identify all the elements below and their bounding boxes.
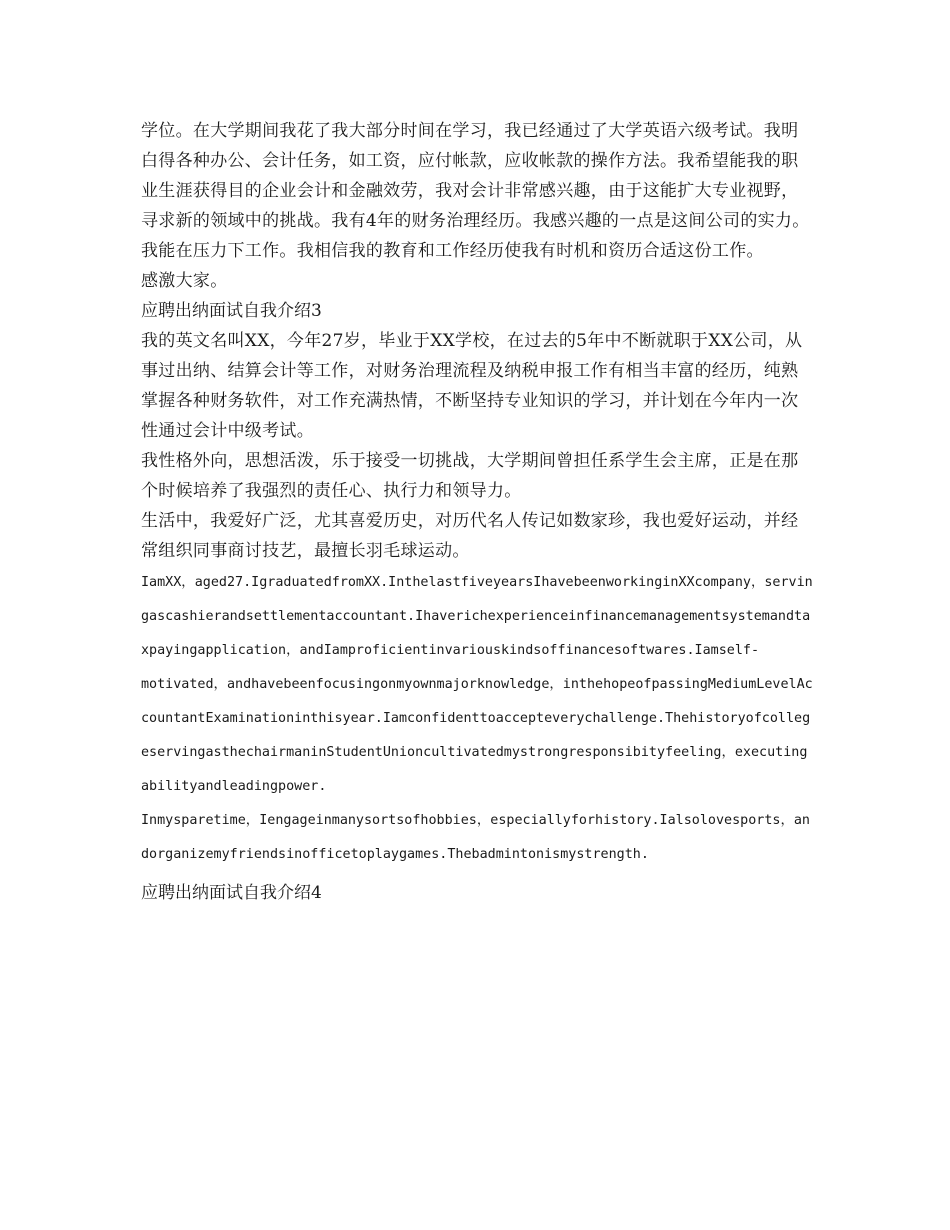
paragraph-personality-chinese: 我性格外向，思想活泼，乐于接受一切挑战，大学期间曾担任系学生会主席，正是在那个时候培养了我强烈的责任心、执行力和领导力。 [141, 451, 799, 501]
paragraph-thanks: 感激大家。 [141, 271, 228, 291]
section-heading-3: 应聘出纳面试自我介绍3 [141, 301, 322, 321]
paragraph-education-and-goals: 学位。在大学期间我花了我大部分时间在学习，我已经通过了大学英语六级考试。我明白得各种办公、会计任务，如工资，应付帐款，应收帐款的操作方法。我希望能我的职业生涯获得目的企业会计和金融效劳，我对会计非常感兴趣，由于这能扩大专业视野，寻求新的领域中的挑战。我有4年的财务治理经历。我感兴趣的一点是这间公司的实力。我能在压力下工作。我相信我的教育和工作经历使我有时机和资历合适这份工作。 [141, 121, 810, 261]
document-body [141, 116, 813, 908]
paragraph-hobbies-english: Inmysparetime，Iengageinmanysortsofhobbies，especiallyforhistory.Ialsolovesports，andorganizemyfriendsinofficetoplaygames.Thebadmintonismystrength. [141, 813, 810, 862]
paragraph-intro-english: IamXX，aged27.IgraduatedfromXX.InthelastfiveyearsIhavebeenworkinginXXcompany，servingascashierandsettlementaccountant.Ihaverichexperienceinfinancemanagementsystemandtaxpayingapplication，andIamproficientinvariouskindsoffinancesoftwares.Iamself- [141, 575, 813, 658]
paragraph-intro-chinese: 我的英文名叫XX，今年27岁，毕业于XX学校，在过去的5年中不断就职于XX公司，从事过出纳、结算会计等工作，对财务治理流程及纳税申报工作有相当丰富的经历，纯熟掌握各种财务软件，对工作充满热情，不断坚持专业知识的学习，并计划在今年内一次性通过会计中级考试。 [141, 331, 803, 441]
paragraph-hobbies-chinese: 生活中，我爱好广泛，尤其喜爱历史，对历代名人传记如数家珍，我也爱好运动，并经常组织同事商讨技艺，最擅长羽毛球运动。 [141, 511, 799, 561]
paragraph-motivation-english: motivated，andhavebeenfocusingonmyownmajorknowledge，inthehopeofpassingMediumLevelAccountantExaminationinthisyear.Iamconfidenttoaccepteverychallenge.ThehistoryofcollegeservingasthechairmaninStudentUnioncultivatedmystrongresponsibityfeeling，executingabilityandleadingpower. [141, 677, 813, 794]
section-heading-4: 应聘出纳面试自我介绍4 [141, 883, 322, 903]
